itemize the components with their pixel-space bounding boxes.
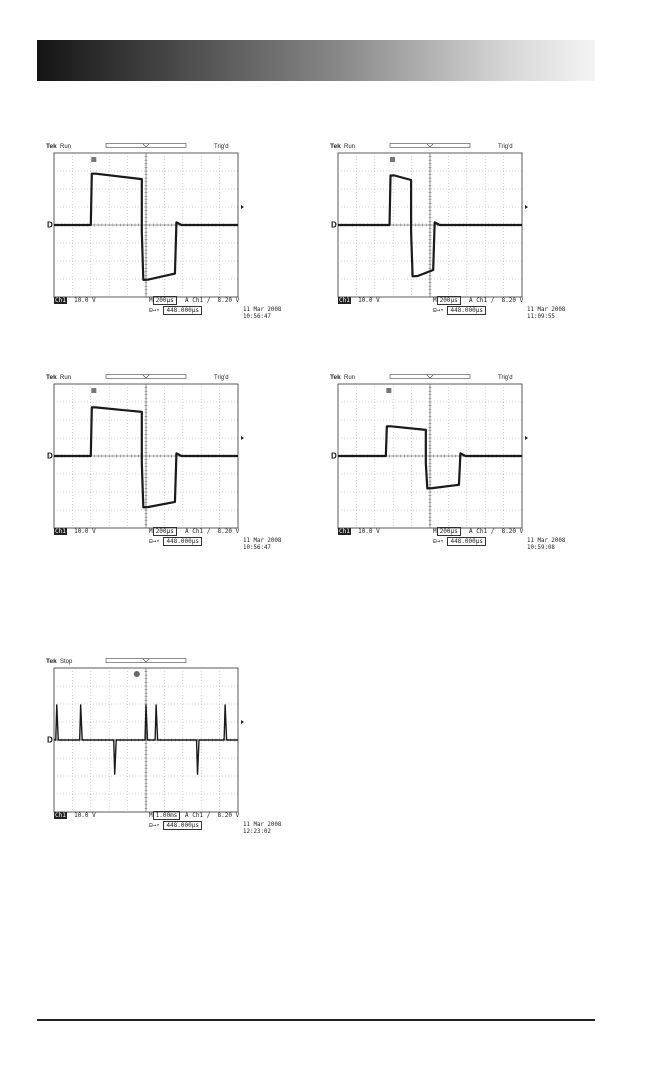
waveform-display [46,374,286,589]
trigger-source: A Ch1 [469,528,488,535]
capture-time: 10:56:47 [243,313,271,320]
timebase-prefix: M [149,297,153,304]
acquisition-mode: Run [344,375,356,381]
channel-readout [338,298,380,304]
channel-marker [386,388,391,393]
trigger-position-marker [427,375,433,378]
acquisition-mode: Run [60,375,72,381]
timebase-readout [149,813,180,819]
ground-marker: D [47,735,53,745]
waveform-display [46,658,286,873]
trigger-slope: / [490,297,495,304]
cursor-readout: ⊟→▿ 448.000µs [433,308,486,314]
trigger-position-marker [143,144,149,147]
channel-marker [91,388,96,393]
channel-readout [338,529,380,535]
footer-rule [37,1019,595,1021]
capture-time: 11:09:55 [527,313,555,320]
waveform-display [330,374,570,589]
delta-time: 448.000µs [447,306,486,315]
trigger-level: 8.20 V [217,297,240,304]
trigger-status: Trig'd [214,144,229,150]
channel-readout [54,813,96,819]
capture-timestamp [243,822,281,835]
acquisition-mode: Run [60,144,72,150]
cursor-readout: ⊟→▿ 448.000µs [433,539,486,545]
oscilloscope-capture-5 [46,658,286,873]
oscilloscope-capture-4 [330,374,570,589]
trigger-readout [185,813,239,819]
volts-per-div: 10.0 V [74,297,96,304]
trigger-readout [469,529,523,535]
trigger-slope: / [206,812,211,819]
channel-badge: Ch1 [55,528,66,535]
channel-marker [134,671,140,677]
brand-label: Tek [46,143,57,150]
trigger-status: Trig'd [498,375,513,381]
trigger-position-marker [143,375,149,378]
ground-marker: D [331,220,337,230]
timebase-readout [149,529,177,535]
oscilloscope-capture-1 [46,143,286,358]
trigger-readout [185,298,239,304]
timebase-prefix: M [149,812,153,819]
timebase-prefix: M [149,528,153,535]
timebase-value: 200µs [437,296,461,305]
timebase-value: 200µs [153,296,177,305]
header-bar [37,40,595,81]
channel-badge: Ch1 [55,812,66,819]
trigger-source: A Ch1 [469,297,488,304]
channel-marker [390,157,395,162]
trigger-readout [469,298,523,304]
delta-time: 448.000µs [163,537,202,546]
cursor-readout: ⊟→▿ 448.000µs [149,823,202,829]
timebase-prefix: M [433,297,437,304]
capture-timestamp [527,538,565,551]
capture-timestamp [243,538,281,551]
cursor-readout: ⊟→▿ 448.000µs [149,308,202,314]
trigger-level-marker [241,436,244,440]
volts-per-div: 10.0 V [358,528,380,535]
capture-date: 11 Mar 2008 [527,307,566,313]
trigger-level: 8.20 V [217,812,240,819]
ground-marker: D [47,451,53,461]
brand-label: Tek [330,374,341,381]
timebase-value: 1.00ms [153,811,181,820]
timebase-readout [149,298,177,304]
ground-marker: D [47,220,53,230]
waveform-display [330,143,570,358]
trigger-status: Trig'd [214,375,229,381]
oscilloscope-capture-3 [46,374,286,589]
trigger-level: 8.20 V [501,297,524,304]
trigger-source: A Ch1 [185,297,204,304]
channel-readout [54,529,96,535]
trigger-level: 8.20 V [217,528,240,535]
oscilloscope-capture-2 [330,143,570,358]
acquisition-mode: Stop [60,659,73,665]
capture-date: 11 Mar 2008 [243,538,282,544]
capture-time: 10:56:47 [243,544,271,551]
acquisition-mode: Run [344,144,356,150]
volts-per-div: 10.0 V [74,528,96,535]
timebase-readout [433,298,461,304]
capture-time: 12:23:02 [243,828,271,835]
channel-readout [54,298,96,304]
channel-badge: Ch1 [339,528,350,535]
volts-per-div: 10.0 V [358,297,380,304]
trigger-position-marker [427,144,433,147]
channel-badge: Ch1 [55,297,66,304]
capture-time: 10:59:08 [527,544,555,551]
delta-time: 448.000µs [163,821,202,830]
trigger-status: Trig'd [498,144,513,150]
trigger-level-marker [525,205,528,209]
volts-per-div: 10.0 V [74,812,96,819]
brand-label: Tek [46,658,57,665]
trigger-position-marker [143,659,149,662]
delta-time: 448.000µs [447,537,486,546]
trigger-slope: / [206,297,211,304]
timebase-value: 200µs [437,527,461,536]
ground-marker: D [331,451,337,461]
channel-marker [91,157,96,162]
delta-time: 448.000µs [163,306,202,315]
brand-label: Tek [330,143,341,150]
capture-date: 11 Mar 2008 [243,307,282,313]
trigger-source: A Ch1 [185,528,204,535]
trigger-source: A Ch1 [185,812,204,819]
trigger-slope: / [206,528,211,535]
trigger-level-marker [241,205,244,209]
trigger-slope: / [490,528,495,535]
trigger-level: 8.20 V [501,528,524,535]
cursor-readout: ⊟→▿ 448.000µs [149,539,202,545]
capture-date: 11 Mar 2008 [243,822,282,828]
trigger-readout [185,529,239,535]
channel-badge: Ch1 [339,297,350,304]
timebase-readout [433,529,461,535]
capture-timestamp [243,307,281,320]
trigger-level-marker [241,720,244,724]
timebase-value: 200µs [153,527,177,536]
waveform-display [46,143,286,358]
capture-timestamp [527,307,565,320]
timebase-prefix: M [433,528,437,535]
trigger-level-marker [525,436,528,440]
brand-label: Tek [46,374,57,381]
capture-date: 11 Mar 2008 [527,538,566,544]
